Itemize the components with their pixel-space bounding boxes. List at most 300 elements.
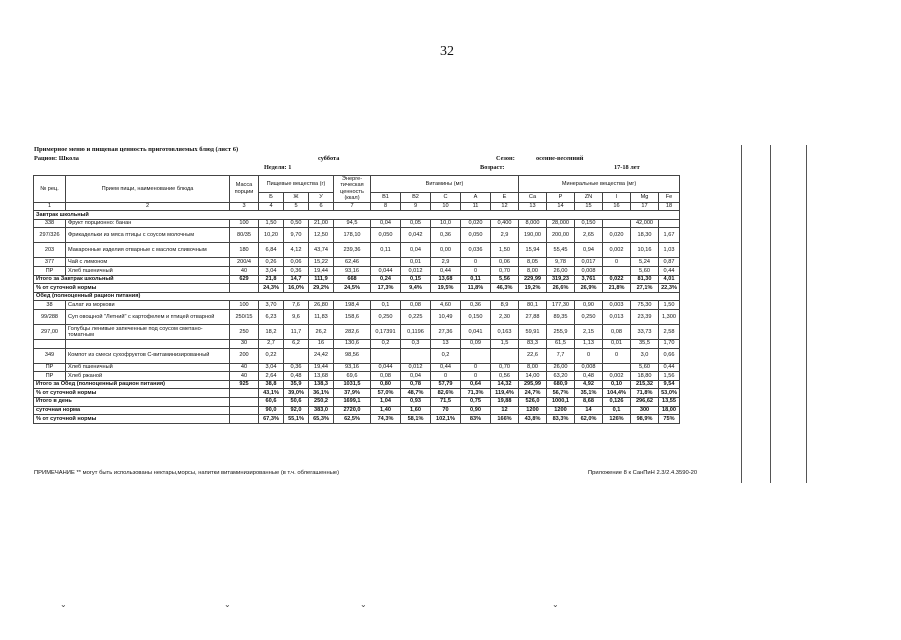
table-cell: 0: [461, 372, 491, 381]
table-cell: 296,62: [631, 397, 659, 406]
table-cell: 67,3%: [259, 415, 284, 424]
table-cell: 43,8%: [519, 415, 547, 424]
table-cell: 0,94: [575, 243, 603, 258]
dish-name-cell: Хлеб пшеничный: [66, 267, 230, 276]
table-cell: 61,5: [547, 339, 575, 348]
table-cell: 0,008: [575, 363, 603, 372]
subheader-cell: Ж: [284, 192, 309, 202]
table-cell: 0,044: [371, 363, 401, 372]
table-cell: 295,99: [519, 380, 547, 389]
table-cell: 319,23: [547, 275, 575, 284]
table-cell: 629: [230, 275, 259, 284]
table-cell: 7,6: [284, 301, 309, 310]
table-cell: 200: [230, 348, 259, 363]
table-cell: 89,35: [547, 309, 575, 324]
total-label: суточная норма: [34, 406, 230, 415]
table-cell: 0,75: [461, 397, 491, 406]
table-cell: 0,2: [431, 348, 461, 363]
total-label: % от суточной нормы: [34, 389, 230, 398]
table-cell: 300: [631, 406, 659, 415]
table-cell: 15,22: [309, 258, 334, 267]
table-cell: 11,7: [284, 324, 309, 339]
table-cell: 83%: [461, 415, 491, 424]
table-cell: 80/35: [230, 228, 259, 243]
table-cell: 2,15: [575, 324, 603, 339]
table-cell: 62,0%: [575, 415, 603, 424]
table-cell: 19,5%: [431, 284, 461, 293]
table-cell: 71,8%: [631, 389, 659, 398]
table-cell: 526,0: [519, 397, 547, 406]
table-cell: 0,050: [371, 228, 401, 243]
table-cell: 71,3%: [461, 389, 491, 398]
table-cell: 92,0: [284, 406, 309, 415]
table-cell: 0: [461, 258, 491, 267]
table-cell: 19,2%: [519, 284, 547, 293]
week-label: Неделя: 1: [264, 164, 292, 171]
table-cell: 0,012: [401, 267, 431, 276]
table-cell: 69,6: [334, 372, 371, 381]
table-cell: [230, 389, 259, 398]
table-cell: 22,3%: [659, 284, 680, 293]
table-cell: 0,09: [461, 339, 491, 348]
column-number-cell: 14: [547, 202, 575, 211]
table-cell: 2,65: [575, 228, 603, 243]
total-row: [34, 380, 680, 389]
table-cell: 0,050: [461, 228, 491, 243]
table-cell: 0,70: [491, 363, 519, 372]
section-title: Обед (полноценный рацион питания): [34, 292, 680, 301]
table-cell: 13,55: [659, 397, 680, 406]
table-cell: 250: [230, 324, 259, 339]
table-cell: 0,48: [575, 372, 603, 381]
table-row: [34, 339, 680, 348]
table-cell: 215,32: [631, 380, 659, 389]
table-cell: 0,1: [371, 301, 401, 310]
subheader-cell: У: [309, 192, 334, 202]
table-cell: 5,24: [631, 258, 659, 267]
table-cell: 26,2: [309, 324, 334, 339]
table-cell: 35,5: [631, 339, 659, 348]
table-cell: 3,761: [575, 275, 603, 284]
table-cell: 0: [461, 267, 491, 276]
table-cell: 138,3: [309, 380, 334, 389]
table-cell: ПР: [34, 363, 66, 372]
table-cell: 0,01: [401, 258, 431, 267]
table-cell: 30: [230, 339, 259, 348]
table-cell: 28,000: [547, 219, 575, 228]
table-cell: 239,36: [334, 243, 371, 258]
table-cell: 1,67: [659, 228, 680, 243]
table-cell: 190,00: [519, 228, 547, 243]
table-cell: 0,04: [401, 372, 431, 381]
table-cell: 229,99: [519, 275, 547, 284]
table-cell: 2,7: [259, 339, 284, 348]
dish-name-cell: Чай с лимоном: [66, 258, 230, 267]
table-cell: 40: [230, 372, 259, 381]
table-cell: [371, 258, 401, 267]
dish-name-cell: Макаронные изделия отварные с маслом сливочным: [66, 243, 230, 258]
subheader-cell: Ca: [519, 192, 547, 202]
table-cell: 6,2: [284, 339, 309, 348]
menu-table: [33, 175, 680, 424]
table-row: [34, 267, 680, 276]
column-number-cell: 17: [631, 202, 659, 211]
table-cell: 0,78: [401, 380, 431, 389]
table-cell: 9,6: [284, 309, 309, 324]
total-row: [34, 389, 680, 398]
table-cell: 198,4: [334, 301, 371, 310]
table-cell: 10,49: [431, 309, 461, 324]
table-cell: 5,56: [491, 275, 519, 284]
table-cell: 40: [230, 363, 259, 372]
table-row: [34, 258, 680, 267]
margin-line: [770, 145, 771, 483]
table-cell: ПР: [34, 267, 66, 276]
table-cell: 0,80: [371, 380, 401, 389]
table-cell: 0,003: [603, 301, 631, 310]
table-cell: 4,60: [431, 301, 461, 310]
table-row: [34, 324, 680, 339]
dish-name-cell: [66, 339, 230, 348]
subheader-cell: P: [547, 192, 575, 202]
table-cell: 10,16: [631, 243, 659, 258]
total-row: [34, 397, 680, 406]
table-cell: 119,4%: [491, 389, 519, 398]
table-cell: 13: [431, 339, 461, 348]
table-cell: 1,60: [401, 406, 431, 415]
table-cell: 62,5%: [334, 415, 371, 424]
dish-name-cell: Хлеб пшеничный: [66, 363, 230, 372]
table-cell: 0,042: [401, 228, 431, 243]
table-cell: 0,22: [259, 348, 284, 363]
section-row: [34, 292, 680, 301]
column-number-cell: 1: [34, 202, 66, 211]
table-cell: 0,48: [284, 372, 309, 381]
table-cell: 0,08: [371, 372, 401, 381]
table-cell: 0,10: [603, 380, 631, 389]
table-cell: 2,30: [491, 309, 519, 324]
section-title: Завтрак школьный: [34, 211, 680, 220]
season-value: осенне-весенний: [536, 155, 584, 162]
subheader-cell: B2: [401, 192, 431, 202]
table-cell: 36,1%: [309, 389, 334, 398]
table-cell: [230, 415, 259, 424]
table-cell: 18,30: [631, 228, 659, 243]
column-number-cell: 10: [431, 202, 461, 211]
table-cell: 0,64: [461, 380, 491, 389]
table-cell: 200/4: [230, 258, 259, 267]
appendix-reference: Приложение 8 к СанПиН 2.3/2.4.3590-20: [588, 470, 698, 476]
table-cell: 38,8: [259, 380, 284, 389]
table-cell: [491, 348, 519, 363]
table-cell: 0,44: [659, 267, 680, 276]
table-cell: 297,00: [34, 324, 66, 339]
table-cell: [230, 284, 259, 293]
table-cell: 1031,5: [334, 380, 371, 389]
table-cell: 104,4%: [603, 389, 631, 398]
dish-name-cell: Хлеб ржаной: [66, 372, 230, 381]
table-cell: 100: [230, 301, 259, 310]
table-cell: 65,3%: [309, 415, 334, 424]
table-cell: 42,000: [631, 219, 659, 228]
table-cell: 24,3%: [259, 284, 284, 293]
table-cell: 338: [34, 219, 66, 228]
table-cell: 37,9%: [334, 389, 371, 398]
table-cell: 19,44: [309, 267, 334, 276]
col-dish: Прием пищи, наименование блюда: [66, 176, 230, 203]
table-cell: 75%: [659, 415, 680, 424]
table-cell: 13,68: [309, 372, 334, 381]
table-cell: 0,020: [461, 219, 491, 228]
table-cell: ПР: [34, 372, 66, 381]
table-cell: 71,5: [431, 397, 461, 406]
table-cell: 98,9%: [631, 415, 659, 424]
table-cell: 0,020: [603, 228, 631, 243]
table-row: [34, 243, 680, 258]
table-cell: 0,00: [431, 243, 461, 258]
subheader-cell: B1: [371, 192, 401, 202]
table-cell: 0,06: [284, 258, 309, 267]
table-cell: 24,7%: [519, 389, 547, 398]
table-cell: 40: [230, 267, 259, 276]
table-cell: 130,6: [334, 339, 371, 348]
table-cell: 0,05: [401, 219, 431, 228]
table-cell: 250,2: [309, 397, 334, 406]
table-cell: [230, 397, 259, 406]
table-cell: 126%: [603, 415, 631, 424]
total-label: % от суточной нормы: [34, 284, 230, 293]
table-cell: 0,250: [371, 309, 401, 324]
total-label: Итого в день: [34, 397, 230, 406]
table-cell: 0,012: [401, 363, 431, 372]
column-number-cell: 11: [461, 202, 491, 211]
table-cell: 14: [575, 406, 603, 415]
table-cell: 21,8: [259, 275, 284, 284]
table-cell: 27,1%: [631, 284, 659, 293]
subheader-cell: I: [603, 192, 631, 202]
table-cell: 3,04: [259, 267, 284, 276]
table-cell: 178,10: [334, 228, 371, 243]
table-cell: 11,83: [309, 309, 334, 324]
table-cell: 53,0%: [659, 389, 680, 398]
column-number-cell: 8: [371, 202, 401, 211]
table-cell: 203: [34, 243, 66, 258]
table-cell: 2720,0: [334, 406, 371, 415]
table-cell: 0,250: [575, 309, 603, 324]
header-row: [34, 176, 680, 193]
table-cell: 3,0: [631, 348, 659, 363]
table-cell: 0,11: [461, 275, 491, 284]
table-cell: 177,30: [547, 301, 575, 310]
dish-name-cell: Салат из моркови: [66, 301, 230, 310]
table-row: [34, 363, 680, 372]
table-cell: 0: [575, 348, 603, 363]
table-cell: 925: [230, 380, 259, 389]
scan-mark: ⌄: [552, 600, 559, 609]
margin-line: [741, 145, 742, 483]
table-cell: 377: [34, 258, 66, 267]
table-cell: 383,0: [309, 406, 334, 415]
table-cell: 0,50: [284, 219, 309, 228]
total-row: [34, 284, 680, 293]
table-cell: 4,12: [284, 243, 309, 258]
table-cell: 0,04: [401, 243, 431, 258]
table-cell: 57,79: [431, 380, 461, 389]
table-cell: [603, 363, 631, 372]
table-cell: 99/288: [34, 309, 66, 324]
day-label: суббота: [318, 155, 340, 162]
table-cell: 1200: [519, 406, 547, 415]
table-row: [34, 301, 680, 310]
table-cell: 12: [491, 406, 519, 415]
table-cell: 24,5%: [334, 284, 371, 293]
table-cell: 9,70: [284, 228, 309, 243]
table-cell: 60,6: [259, 397, 284, 406]
table-cell: [34, 339, 66, 348]
season-label: Сезон:: [496, 155, 515, 162]
table-cell: 11,8%: [461, 284, 491, 293]
table-cell: 0,022: [603, 275, 631, 284]
table-cell: 14,7: [284, 275, 309, 284]
subheader-cell: A: [461, 192, 491, 202]
table-cell: 58,1%: [401, 415, 431, 424]
table-cell: 255,9: [547, 324, 575, 339]
table-cell: 26,9%: [575, 284, 603, 293]
table-cell: 57,0%: [371, 389, 401, 398]
table-row: [34, 228, 680, 243]
ration-label: Рацион: Школа: [34, 155, 79, 162]
table-cell: 62,46: [334, 258, 371, 267]
total-label: Итого за Завтрак школьный: [34, 275, 230, 284]
table-cell: 83,3%: [547, 415, 575, 424]
table-cell: 9,54: [659, 380, 680, 389]
table-cell: 180: [230, 243, 259, 258]
table-cell: 70: [431, 406, 461, 415]
scan-mark: ⌄: [60, 600, 67, 609]
table-cell: 0,11: [371, 243, 401, 258]
dish-name-cell: Компот из смеси сухофруктов С-витаминизированный: [66, 348, 230, 363]
table-cell: 13,68: [431, 275, 461, 284]
table-cell: 0,08: [603, 324, 631, 339]
column-number-row: [34, 202, 680, 211]
table-cell: 0: [431, 372, 461, 381]
col-nutrients: Пищевые вещества (г): [259, 176, 334, 193]
subheader-cell: C: [431, 192, 461, 202]
menu-caption: Примерное меню и пищевая ценность приготовляемых блюд (лист 6): [34, 146, 239, 153]
table-cell: 158,6: [334, 309, 371, 324]
table-cell: 1,50: [491, 243, 519, 258]
column-number-cell: 5: [284, 202, 309, 211]
table-cell: 8,68: [575, 397, 603, 406]
table-cell: 0,017: [575, 258, 603, 267]
table-cell: 680,9: [547, 380, 575, 389]
table-cell: 74,3%: [371, 415, 401, 424]
table-cell: 0,1196: [401, 324, 431, 339]
table-cell: 46,3%: [491, 284, 519, 293]
table-cell: 56,7%: [547, 389, 575, 398]
dish-name-cell: Фрукт порционно: банан: [66, 219, 230, 228]
table-cell: 0,036: [461, 243, 491, 258]
table-cell: 27,88: [519, 309, 547, 324]
table-cell: 16,0%: [284, 284, 309, 293]
table-cell: 55,1%: [284, 415, 309, 424]
table-cell: 0,36: [284, 267, 309, 276]
table-cell: 18,80: [631, 372, 659, 381]
column-number-cell: 18: [659, 202, 680, 211]
table-cell: 0: [461, 363, 491, 372]
table-cell: 5,60: [631, 363, 659, 372]
col-vitamins: Витамины (мг): [371, 176, 519, 193]
subheader-cell: E: [491, 192, 519, 202]
table-cell: 93,16: [334, 267, 371, 276]
table-cell: 0,17391: [371, 324, 401, 339]
table-cell: 1,04: [371, 397, 401, 406]
table-cell: 14,32: [491, 380, 519, 389]
table-cell: 0,150: [461, 309, 491, 324]
table-cell: 8,00: [519, 267, 547, 276]
table-row: [34, 372, 680, 381]
table-cell: 21,00: [309, 219, 334, 228]
table-cell: [603, 267, 631, 276]
table-cell: 1,03: [659, 243, 680, 258]
table-cell: 93,16: [334, 363, 371, 372]
table-cell: 0,04: [371, 219, 401, 228]
table-cell: 0,163: [491, 324, 519, 339]
table-cell: 98,56: [334, 348, 371, 363]
column-number-cell: 4: [259, 202, 284, 211]
table-cell: 3,04: [259, 363, 284, 372]
table-cell: 50,6: [284, 397, 309, 406]
total-row: [34, 406, 680, 415]
table-cell: 0,44: [431, 363, 461, 372]
table-cell: 21,8%: [603, 284, 631, 293]
table-cell: 18,2: [259, 324, 284, 339]
table-cell: 200,00: [547, 228, 575, 243]
table-cell: 81,30: [631, 275, 659, 284]
table-cell: 250/15: [230, 309, 259, 324]
total-label: % от суточной нормы: [34, 415, 230, 424]
table-cell: 8,000: [519, 219, 547, 228]
col-minerals: Минеральные вещества (мг): [519, 176, 680, 193]
table-cell: 5,60: [631, 267, 659, 276]
table-cell: 10,0: [431, 219, 461, 228]
table-cell: 297/326: [34, 228, 66, 243]
table-cell: 0,002: [603, 372, 631, 381]
table-cell: 0,06: [491, 258, 519, 267]
table-cell: 14,00: [519, 372, 547, 381]
table-cell: 0,01: [603, 339, 631, 348]
subheader-cell: Fe: [659, 192, 680, 202]
table-cell: 80,1: [519, 301, 547, 310]
table-cell: 8,00: [519, 363, 547, 372]
table-cell: 75,30: [631, 301, 659, 310]
subheader-cell: ZN: [575, 192, 603, 202]
table-cell: [461, 348, 491, 363]
table-cell: 0,87: [659, 258, 680, 267]
table-cell: 1,13: [575, 339, 603, 348]
age-value: 17-18 лет: [614, 164, 640, 171]
table-cell: [659, 219, 680, 228]
table-cell: 1,300: [659, 309, 680, 324]
table-cell: 3,70: [259, 301, 284, 310]
table-cell: 24,42: [309, 348, 334, 363]
table-cell: 0,36: [461, 301, 491, 310]
table-cell: 0,70: [491, 267, 519, 276]
table-cell: 0,44: [659, 363, 680, 372]
table-cell: 0,126: [603, 397, 631, 406]
table-cell: 1,50: [659, 301, 680, 310]
table-cell: 0,08: [401, 301, 431, 310]
